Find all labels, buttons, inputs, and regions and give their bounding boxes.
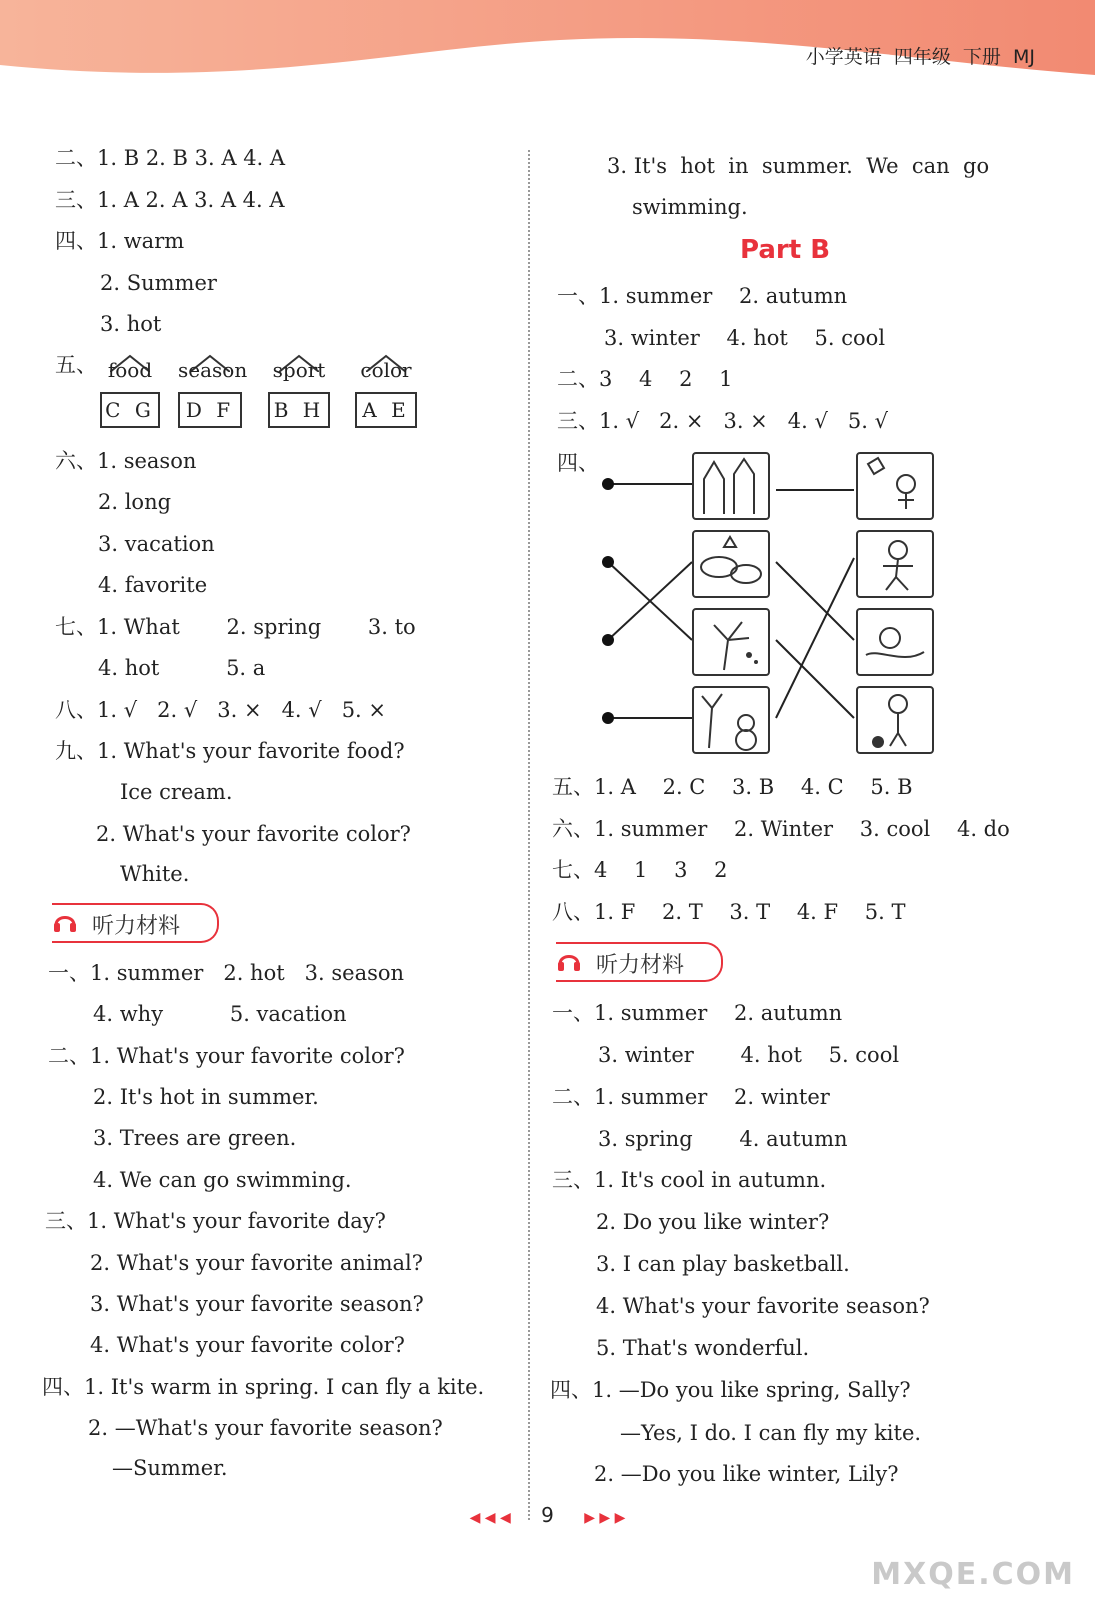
answer-line: 三、1. √ 2. × 3. × 4. √ 5. √: [557, 409, 888, 433]
answer-line: 4. favorite: [98, 573, 208, 597]
headphones-icon: [556, 948, 582, 974]
answer-line: 四、1. warm: [55, 229, 185, 253]
ball-boy-icon: [858, 688, 932, 752]
boy-swimming-picture: [856, 608, 934, 676]
answer-line: White.: [120, 862, 190, 886]
watermark: MXQE.COM: [871, 1557, 1075, 1592]
answer-line: 九、1. What's your favorite food?: [55, 739, 405, 763]
listening-badge: [556, 942, 723, 982]
answer-line: 六、1. summer 2. Winter 3. cool 4. do: [552, 817, 1010, 841]
answer-line: 4. hot 5. a: [98, 656, 266, 680]
listening-line: 三、1. What's your favorite day?: [45, 1209, 386, 1233]
answer-line: 3. winter 4. hot 5. cool: [604, 326, 886, 350]
answer-line: 八、1. F 2. T 3. T 4. F 5. T: [552, 900, 906, 924]
right-arrows-icon: ▶ ▶ ▶: [584, 1510, 626, 1526]
listening-line: 5. That's wonderful.: [596, 1336, 810, 1360]
listening-line: 2. What's your favorite animal?: [90, 1251, 424, 1275]
house-word: sport: [272, 358, 326, 382]
listening-line: 4. We can go swimming.: [93, 1168, 352, 1192]
listening-line: —Summer.: [112, 1456, 228, 1480]
listening-line: 二、1. summer 2. winter: [552, 1085, 830, 1109]
listening-line: 3. I can play basketball.: [596, 1252, 850, 1276]
listening-line: 四、1. —Do you like spring, Sally?: [550, 1378, 911, 1402]
answer-line: 2. Summer: [100, 271, 217, 295]
answer-line: 三、1. A 2. A 3. A 4. A: [55, 188, 285, 212]
house-letters: B H: [268, 392, 330, 428]
answer-line: 2. long: [98, 490, 172, 514]
part-title: Part B: [740, 235, 831, 265]
snow-tree-icon: [694, 688, 768, 752]
answer-line: 五、1. A 2. C 3. B 4. C 5. B: [552, 775, 913, 799]
listening-line: 一、1. summer 2. autumn: [552, 1001, 843, 1025]
lotus-icon: [694, 532, 768, 596]
match-dot: [602, 712, 614, 724]
listening-line: 2. It's hot in summer.: [93, 1085, 319, 1109]
left-arrows-icon: ◀ ◀ ◀: [469, 1510, 511, 1526]
listening-line: 3. spring 4. autumn: [598, 1127, 848, 1151]
page-number: 9: [541, 1503, 554, 1527]
badge-label: 听力材料: [92, 914, 181, 939]
listening-line: 一、1. summer 2. hot 3. season: [48, 961, 405, 985]
match-dot: [602, 634, 614, 646]
headphones-icon: [52, 909, 78, 935]
boy-playing-ball-picture: [856, 686, 934, 754]
lotus-pond-picture: [692, 530, 770, 598]
match-dot: [602, 478, 614, 490]
answer-line: 一、1. summer 2. autumn: [557, 284, 848, 308]
listening-line: 2. Do you like winter?: [596, 1210, 830, 1234]
section-label: 五、: [55, 353, 97, 377]
house-sport: [268, 358, 330, 430]
tree-icon: [694, 610, 768, 674]
listening-badge: [52, 903, 219, 943]
listening-line: 3. Trees are green.: [93, 1126, 297, 1150]
summer-forest-picture: [692, 452, 770, 520]
answer-line: 二、1. B 2. B 3. A 4. A: [55, 146, 286, 170]
answer-line: 七、1. What 2. spring 3. to: [55, 615, 416, 639]
house-word: food: [107, 358, 153, 382]
column-divider: [528, 150, 530, 1520]
house-letters: C G: [100, 392, 160, 428]
page-footer: [0, 1503, 1095, 1527]
listening-line: —Yes, I do. I can fly my kite.: [620, 1421, 922, 1445]
house-word: season: [178, 358, 248, 382]
swimming-boy-icon: [858, 610, 932, 674]
answer-line: 二、3 4 2 1: [557, 367, 733, 391]
boy-skating-picture: [856, 530, 934, 598]
listening-line: 3. winter 4. hot 5. cool: [598, 1043, 900, 1067]
house-color: [355, 358, 417, 430]
answer-line: 2. What's your favorite color?: [96, 822, 411, 846]
skating-boy-icon: [858, 532, 932, 596]
answer-line: 六、1. season: [55, 449, 197, 473]
boy-flying-kite-picture: [856, 452, 934, 520]
answer-line: 八、1. √ 2. √ 3. × 4. √ 5. ×: [55, 698, 386, 722]
listening-line: 2. —Do you like winter, Lily?: [594, 1462, 899, 1486]
autumn-tree-picture: [692, 608, 770, 676]
answer-line: 3. hot: [100, 312, 162, 336]
winter-tree-picture: [692, 686, 770, 754]
listening-line: 4. why 5. vacation: [93, 1002, 347, 1026]
answer-line: 七、4 1 3 2: [552, 858, 728, 882]
kite-boy-icon: [858, 454, 932, 518]
badge-label: 听力材料: [596, 953, 685, 978]
house-word: color: [360, 358, 412, 382]
listening-line: 4. What's your favorite season?: [596, 1294, 930, 1318]
listening-line: 2. —What's your favorite season?: [88, 1416, 443, 1440]
book-header: 小学英语 四年级 下册 MJ: [805, 46, 1035, 68]
listening-line: 二、1. What's your favorite color?: [48, 1044, 405, 1068]
answer-line: swimming.: [632, 195, 748, 219]
listening-line: 4. What's your favorite color?: [90, 1333, 405, 1357]
house-food: [100, 358, 160, 430]
answer-line: 3. vacation: [98, 532, 215, 556]
forest-icon: [694, 454, 768, 518]
listening-line: 3. What's your favorite season?: [90, 1292, 424, 1316]
listening-line: 三、1. It's cool in autumn.: [552, 1168, 827, 1192]
house-letters: D F: [178, 392, 242, 428]
answer-line: 四、: [557, 451, 599, 475]
listening-line: 四、1. It's warm in spring. I can fly a kite.: [42, 1375, 485, 1399]
answer-line: 3. It's hot in summer. We can go: [607, 154, 990, 178]
house-letters: A E: [355, 392, 417, 428]
house-season: [178, 358, 248, 430]
match-dot: [602, 556, 614, 568]
answer-line: Ice cream.: [120, 780, 233, 804]
